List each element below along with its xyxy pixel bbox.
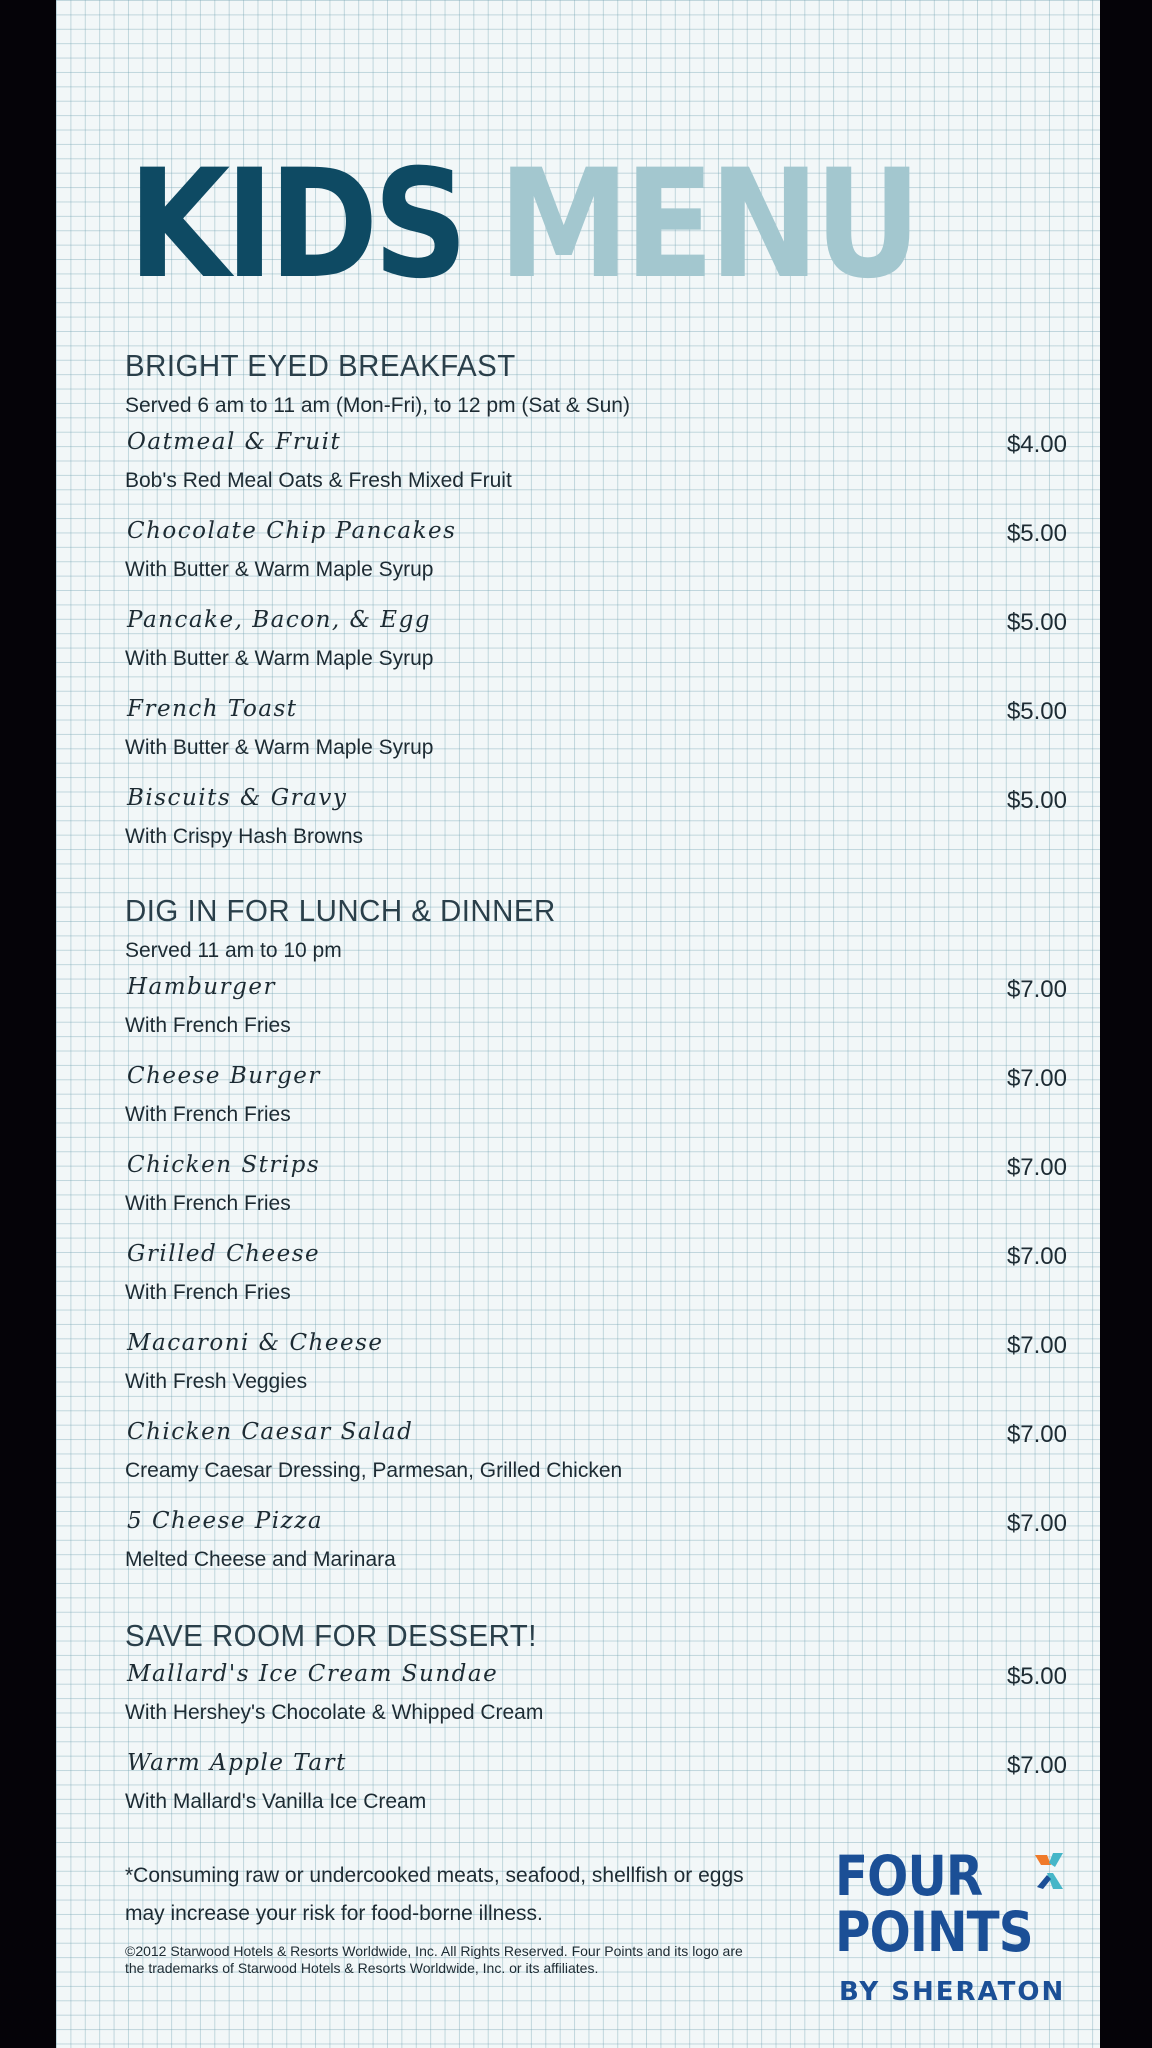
- item-price: $7.00: [1006, 976, 1067, 1003]
- logo-line-four: FOUR: [835, 1844, 983, 1908]
- menu-item: [125, 1326, 1067, 1415]
- item-name: 5 Cheese Pizza: [127, 1508, 324, 1534]
- food-safety-disclaimer: *Consuming raw or undercooked meats, seafood, shellfish or eggs may increase your risk for food-borne illness.: [125, 1864, 744, 1925]
- item-description: With Fresh Veggies: [125, 1370, 308, 1393]
- title-menu: MENU: [498, 138, 917, 312]
- item-description: With Crispy Hash Browns: [125, 825, 364, 848]
- logo-mark-icon: [1033, 1851, 1065, 1891]
- item-price: $5.00: [1006, 787, 1067, 814]
- menu-content: [125, 345, 1067, 1857]
- item-description: Creamy Caesar Dressing, Parmesan, Grilled Chicken: [125, 1459, 623, 1482]
- item-name: Macaroni & Cheese: [127, 1330, 384, 1356]
- item-name: Grilled Cheese: [127, 1241, 321, 1267]
- item-price: $7.00: [1006, 1752, 1067, 1779]
- section-hours: Served 6 am to 11 am (Mon-Fri), to 12 pm (Sat & Sun): [125, 394, 630, 417]
- menu-item: [125, 1415, 1067, 1504]
- item-name: Oatmeal & Fruit: [127, 429, 342, 455]
- menu-item: [125, 603, 1067, 692]
- menu-footer: [125, 1844, 1066, 2007]
- item-price: $7.00: [1006, 1332, 1067, 1359]
- item-name: Biscuits & Gravy: [127, 785, 348, 811]
- item-description: Bob's Red Meal Oats & Fresh Mixed Fruit: [125, 469, 512, 492]
- item-name: Mallard's Ice Cream Sundae: [127, 1661, 499, 1687]
- item-price: $5.00: [1006, 609, 1067, 636]
- menu-item: [125, 1504, 1067, 1593]
- section-title: SAVE ROOM FOR DESSERT!: [125, 1618, 537, 1653]
- menu-item: [125, 514, 1067, 603]
- item-price: $5.00: [1006, 1663, 1067, 1690]
- section-title: BRIGHT EYED BREAKFAST: [125, 348, 516, 383]
- menu-item: [125, 1148, 1067, 1237]
- item-price: $4.00: [1006, 431, 1067, 458]
- item-name: Hamburger: [127, 974, 276, 1000]
- menu-item: [125, 1657, 1067, 1746]
- menu-page: [56, 0, 1100, 2048]
- menu-item: [125, 1059, 1067, 1148]
- menu-item: [125, 781, 1067, 870]
- item-price: $7.00: [1006, 1421, 1067, 1448]
- four-points-logo: [835, 1844, 1066, 2019]
- title-kids: KIDS: [128, 138, 463, 312]
- menu-item: [125, 425, 1067, 514]
- item-description: With Butter & Warm Maple Syrup: [125, 647, 434, 670]
- item-description: With French Fries: [125, 1014, 291, 1037]
- section-hours: Served 11 am to 10 pm: [125, 939, 342, 962]
- logo-line-points: POINTS: [835, 1900, 1033, 1964]
- item-name: Chicken Strips: [127, 1152, 321, 1178]
- menu-item: [125, 1237, 1067, 1326]
- lunch-dinner-section: [125, 890, 1067, 1593]
- item-description: Melted Cheese and Marinara: [125, 1548, 396, 1571]
- item-description: With Hershey's Chocolate & Whipped Cream: [125, 1701, 544, 1724]
- menu-title: [128, 138, 917, 312]
- item-price: $7.00: [1006, 1154, 1067, 1181]
- item-description: With Butter & Warm Maple Syrup: [125, 736, 434, 759]
- menu-item: [125, 692, 1067, 781]
- dessert-section: [125, 1615, 1067, 1835]
- item-price: $7.00: [1006, 1243, 1067, 1270]
- section-title: DIG IN FOR LUNCH & DINNER: [125, 893, 556, 928]
- item-name: French Toast: [127, 696, 298, 722]
- item-description: With Mallard's Vanilla Ice Cream: [125, 1790, 427, 1813]
- item-description: With French Fries: [125, 1192, 291, 1215]
- item-price: $7.00: [1006, 1065, 1067, 1092]
- item-description: With French Fries: [125, 1281, 291, 1304]
- copyright-notice: ©2012 Starwood Hotels & Resorts Worldwide, Inc. All Rights Reserved. Four Points and its logo are the trademarks of Starwood Hotels & Resorts Worldwide, Inc. or its affiliates.: [125, 1943, 743, 1976]
- item-description: With Butter & Warm Maple Syrup: [125, 558, 434, 581]
- breakfast-section: [125, 345, 1067, 870]
- item-name: Pancake, Bacon, & Egg: [127, 607, 432, 633]
- item-price: $5.00: [1006, 698, 1067, 725]
- logo-line-sheraton: BY SHERATON: [839, 1977, 1066, 2007]
- item-name: Chicken Caesar Salad: [127, 1419, 414, 1445]
- menu-item: [125, 1746, 1067, 1835]
- menu-item: [125, 970, 1067, 1059]
- item-name: Cheese Burger: [127, 1063, 321, 1089]
- item-price: $5.00: [1006, 520, 1067, 547]
- item-price: $7.00: [1006, 1510, 1067, 1537]
- item-name: Warm Apple Tart: [127, 1750, 347, 1776]
- item-description: With French Fries: [125, 1103, 291, 1126]
- item-name: Chocolate Chip Pancakes: [127, 518, 457, 544]
